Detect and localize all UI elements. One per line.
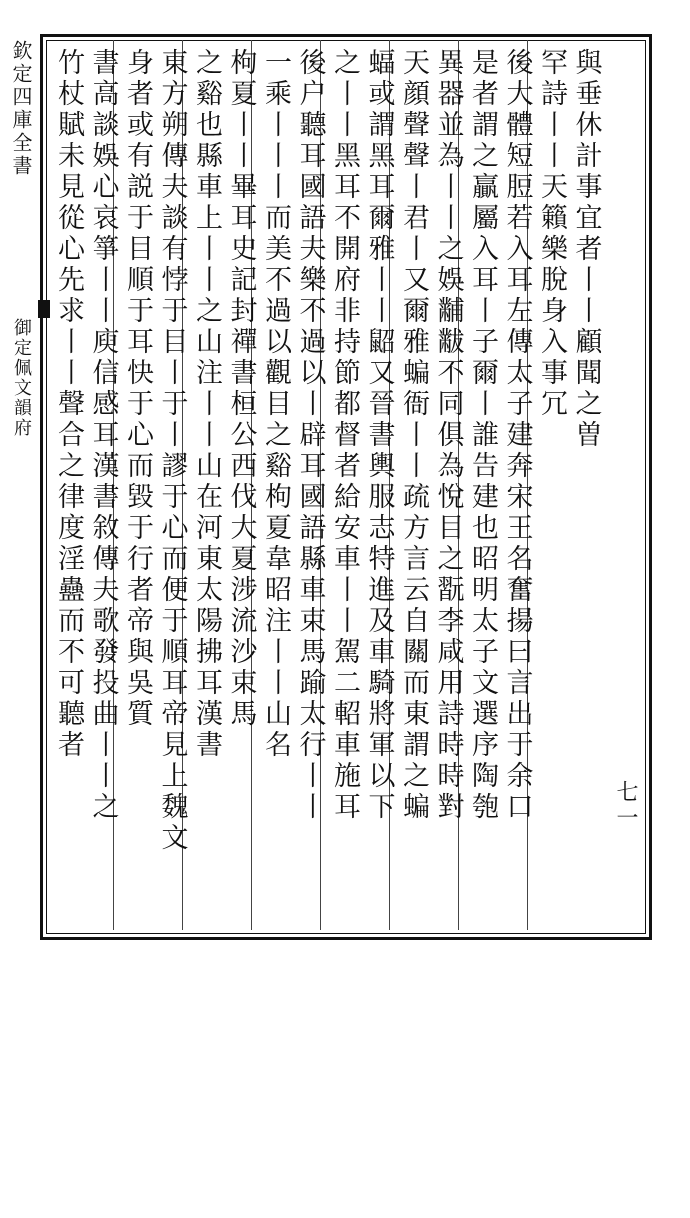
text-column: 異器並為丨丨之娛黼黻不同俱為悅目之翫李咸用詩時時對 (432, 48, 464, 823)
text-column: 是者謂之贏屬入耳丨子爾丨誰告建也昭明太子文選序陶匏 (467, 48, 498, 823)
text-column: 身者或有説于目順于耳快于心而毀于行者帝與吳質 (122, 48, 153, 730)
text-column: 天顔聲聲丨君丨又爾雅蝙衙丨丨疏方言云自關而東謂之蝙 (398, 48, 429, 823)
text-column: 與垂休計事宜者丨丨顧聞之曽 (570, 48, 602, 451)
text-column: 竹杖賦未見從心先求丨丨聲合之律度淫蠱而不可聽者 (53, 48, 84, 761)
text-column: 後户聽耳國語夫樂不過以丨辟耳國語縣車束馬踰太行丨丨 (294, 48, 326, 823)
text-column: 東方朔傳夫談有悖于目丨于丨謬于心而便于順耳帝見上魏文 (156, 48, 188, 854)
text-column: 枸夏丨丨畢耳史記封禪書桓公西伐大夏涉流沙束馬 (225, 48, 257, 730)
page-number: 七一 (613, 780, 638, 832)
margin-title: 欽定四庫全書 (9, 40, 33, 178)
text-column: 後大體短脰若入耳左傳太子建奔宋王名奮揚曰言出于余口 (501, 48, 533, 823)
text-column: 之丨丨黑耳不開府非持節都督者給安車丨丨駕二軺車施耳 (329, 48, 360, 823)
text-column: 之谿也縣車上丨丨之山注丨丨山在河東太陽拂耳漢書 (191, 48, 222, 761)
text-column: 蝠或謂黑耳爾雅丨丨鼦又晉書輿服志特進及車騎將軍以下 (363, 48, 395, 823)
margin-subtitle: 御定佩文韻府 (11, 318, 32, 438)
text-column: 書高談娛心哀箏丨丨庾信感耳漢書敘傳夫歌發投曲丨丨之 (87, 48, 119, 823)
text-column: 罕詩丨丨天籟樂脫身入事冗 (536, 48, 567, 420)
text-column: 一乘丨丨丨而美不過以觀目之谿枸夏韋昭注丨丨山名 (260, 48, 291, 761)
